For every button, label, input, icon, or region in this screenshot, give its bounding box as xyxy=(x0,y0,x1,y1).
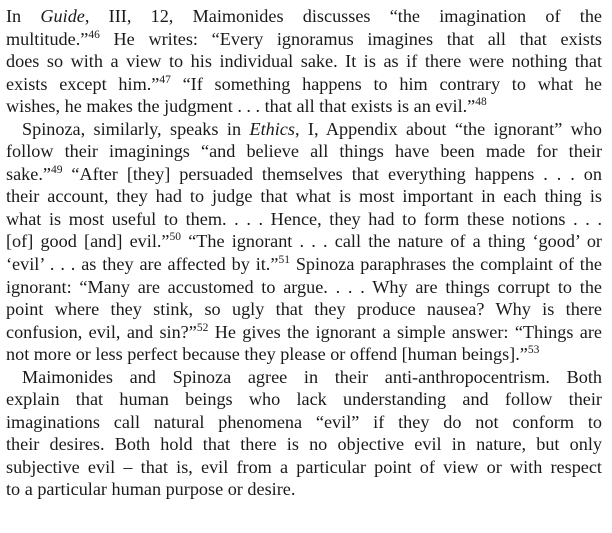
text-run: [of] good [and] evil.” xyxy=(6,231,170,252)
text-run: Spinoza paraphrases the complaint of the xyxy=(289,254,602,275)
text-run: does so with a view to his individual sake. It is as if there were nothing that xyxy=(6,51,602,72)
text-run: sake.” xyxy=(6,163,51,184)
text-line xyxy=(6,366,602,389)
text-run: subjective evil – that is, evil from a particular point of view or with respect xyxy=(6,456,602,477)
text-run: He gives the ignorant a simple answer: “Things are xyxy=(208,321,602,342)
text-line xyxy=(6,230,602,253)
text-line xyxy=(6,478,602,501)
text-run: wishes, he makes the judgment . . . that all that exists is an evil.” xyxy=(6,96,476,117)
text-line xyxy=(6,343,602,366)
footnote-ref: 49 xyxy=(50,163,63,176)
italic-title: Ethics xyxy=(249,118,295,139)
text-run: their account, they had to judge that what is most important in each thing is xyxy=(6,186,602,207)
text-run: “If something happens to him contrary to what he xyxy=(170,73,602,94)
paragraph xyxy=(6,118,602,366)
text-line xyxy=(6,433,602,456)
text-line xyxy=(6,140,602,163)
text-line xyxy=(6,185,602,208)
text-line xyxy=(6,276,602,299)
text-run: “The ignorant . . . call the nature of a thing ‘good’ or xyxy=(181,231,602,252)
text-run: In xyxy=(6,6,41,26)
footnote-ref: 53 xyxy=(527,344,540,357)
footnote-ref: 48 xyxy=(475,96,487,109)
text-line xyxy=(6,456,602,479)
text-run: Spinoza, similarly, speaks in xyxy=(22,118,250,139)
text-line xyxy=(6,95,602,118)
text-run: what is most useful to them. . . . Hence, they had to form these notions . . . xyxy=(6,208,602,229)
text-line xyxy=(6,28,602,51)
paragraph xyxy=(6,366,602,501)
text-line xyxy=(6,50,602,73)
text-run: point where they stink, so ugly that they produce nausea? Why is there xyxy=(6,299,602,320)
text-run: Maimonides and Spinoza agree in their anti-anthropocentrism. Both xyxy=(22,366,602,387)
footnote-ref: 47 xyxy=(159,73,171,86)
text-run: exists except him.” xyxy=(6,73,160,94)
text-run: not more or less perfect because they please or offend [human beings].” xyxy=(6,344,528,365)
footnote-ref: 46 xyxy=(88,28,100,41)
text-run: to a particular human purpose or desire. xyxy=(6,479,296,500)
footnote-ref: 50 xyxy=(169,231,181,244)
text-run: follow their imaginings “and believe all things have been made for their xyxy=(6,141,602,162)
text-run: , I, Appendix about “the ignorant” who xyxy=(294,118,602,139)
text-run: “After [they] persuaded themselves that everything happens . . . on xyxy=(62,163,602,184)
text-run: He writes: “Every ignoramus imagines that all that exists xyxy=(99,28,602,49)
text-run: , III, 12, Maimonides discusses “the imagination of the xyxy=(84,6,602,26)
text-line xyxy=(6,411,602,434)
text-line xyxy=(6,298,602,321)
text-run: explain that human beings who lack understanding and follow their xyxy=(6,389,602,410)
footnote-ref: 52 xyxy=(196,321,209,334)
italic-title: Guide xyxy=(40,6,85,26)
text-line xyxy=(6,253,602,276)
text-line xyxy=(6,5,602,28)
paragraph xyxy=(6,5,602,118)
text-line xyxy=(6,163,602,186)
text-line xyxy=(6,118,602,141)
text-run: their desires. Both hold that there is no objective evil in nature, but only xyxy=(6,434,602,455)
text-line xyxy=(6,73,602,96)
footnote-ref: 51 xyxy=(278,254,290,267)
text-run: imaginations call natural phenomena “evil” if they do not conform to xyxy=(6,411,602,432)
text-line xyxy=(6,388,602,411)
text-run: ignorant: “Many are accustomed to argue. . . . Why are things corrupt to the xyxy=(6,276,602,297)
text-run: multitude.” xyxy=(6,28,89,49)
text-line xyxy=(6,321,602,344)
text-run: ‘evil’ . . . as they are affected by it.” xyxy=(6,254,279,275)
text-line xyxy=(6,208,602,231)
text-body xyxy=(6,5,602,501)
text-run: confusion, evil, and sin?” xyxy=(6,321,197,342)
